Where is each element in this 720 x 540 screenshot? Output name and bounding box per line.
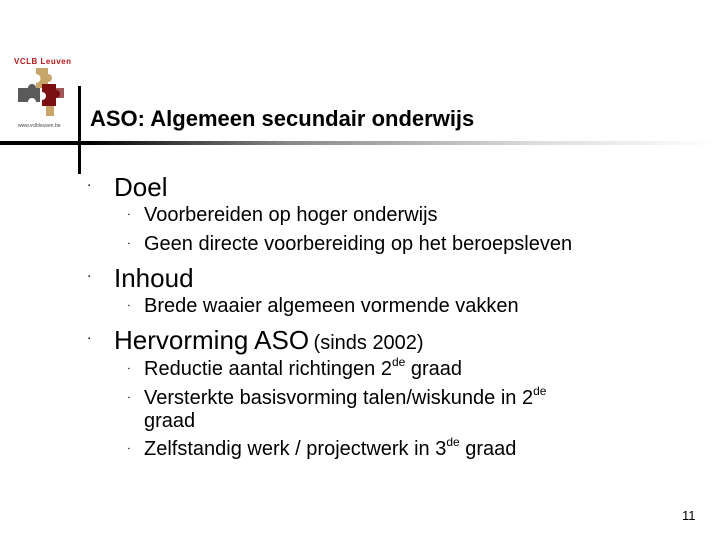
- bullet-marker: ▪: [128, 366, 130, 372]
- hervorming-item-2-text: Versterkte basisvorming talen/wiskunde in 2: [144, 387, 534, 409]
- sub-bullet-hervorming-2-continued: [144, 410, 195, 433]
- hervorming-item-2-sup: de: [533, 384, 547, 398]
- bullet-marker: ▪: [88, 183, 91, 189]
- hervorming-item-2-cont: graad: [144, 410, 196, 432]
- bullet-marker: ▪: [128, 446, 130, 452]
- hervorming-item-1-post: graad: [405, 358, 463, 380]
- bullet-marker: ▪: [128, 395, 130, 401]
- doel-item-1: Voorbereiden op hoger onderwijs: [144, 204, 438, 226]
- hervorming-item-1-text: Reductie aantal richtingen 2: [144, 358, 392, 380]
- bullet-marker: ▪: [128, 212, 130, 218]
- bullet-marker: ▪: [88, 336, 91, 342]
- bullet-marker: ▪: [128, 303, 130, 309]
- inhoud-item-1: Brede waaier algemeen vormende vakken: [144, 295, 519, 317]
- logo-org-name: VCLB Leuven: [14, 57, 72, 66]
- hervorming-item-3-post: graad: [459, 438, 517, 460]
- slide-title: ASO: Algemeen secundair onderwijs: [90, 106, 475, 131]
- inhoud-label: Inhoud: [114, 263, 194, 293]
- bullet-marker: ▪: [128, 241, 130, 247]
- title-underline: [0, 141, 720, 145]
- bullet-marker: ▪: [88, 274, 91, 280]
- doel-label: Doel: [114, 172, 168, 202]
- doel-item-2: Geen directe voorbereiding op het beroepsleven: [144, 233, 573, 255]
- page-number: 11: [682, 508, 696, 523]
- hervorming-label-suffix: (sinds 2002): [313, 332, 424, 354]
- puzzle-logo-icon: [16, 66, 72, 124]
- title-vertical-line: [78, 86, 81, 174]
- hervorming-item-3-sup: de: [446, 435, 460, 449]
- hervorming-item-3-text: Zelfstandig werk / projectwerk in 3: [144, 438, 447, 460]
- hervorming-label: Hervorming ASO: [114, 325, 310, 355]
- logo-url: www.vclbleuven.be: [18, 123, 61, 129]
- hervorming-item-1-sup: de: [391, 355, 406, 369]
